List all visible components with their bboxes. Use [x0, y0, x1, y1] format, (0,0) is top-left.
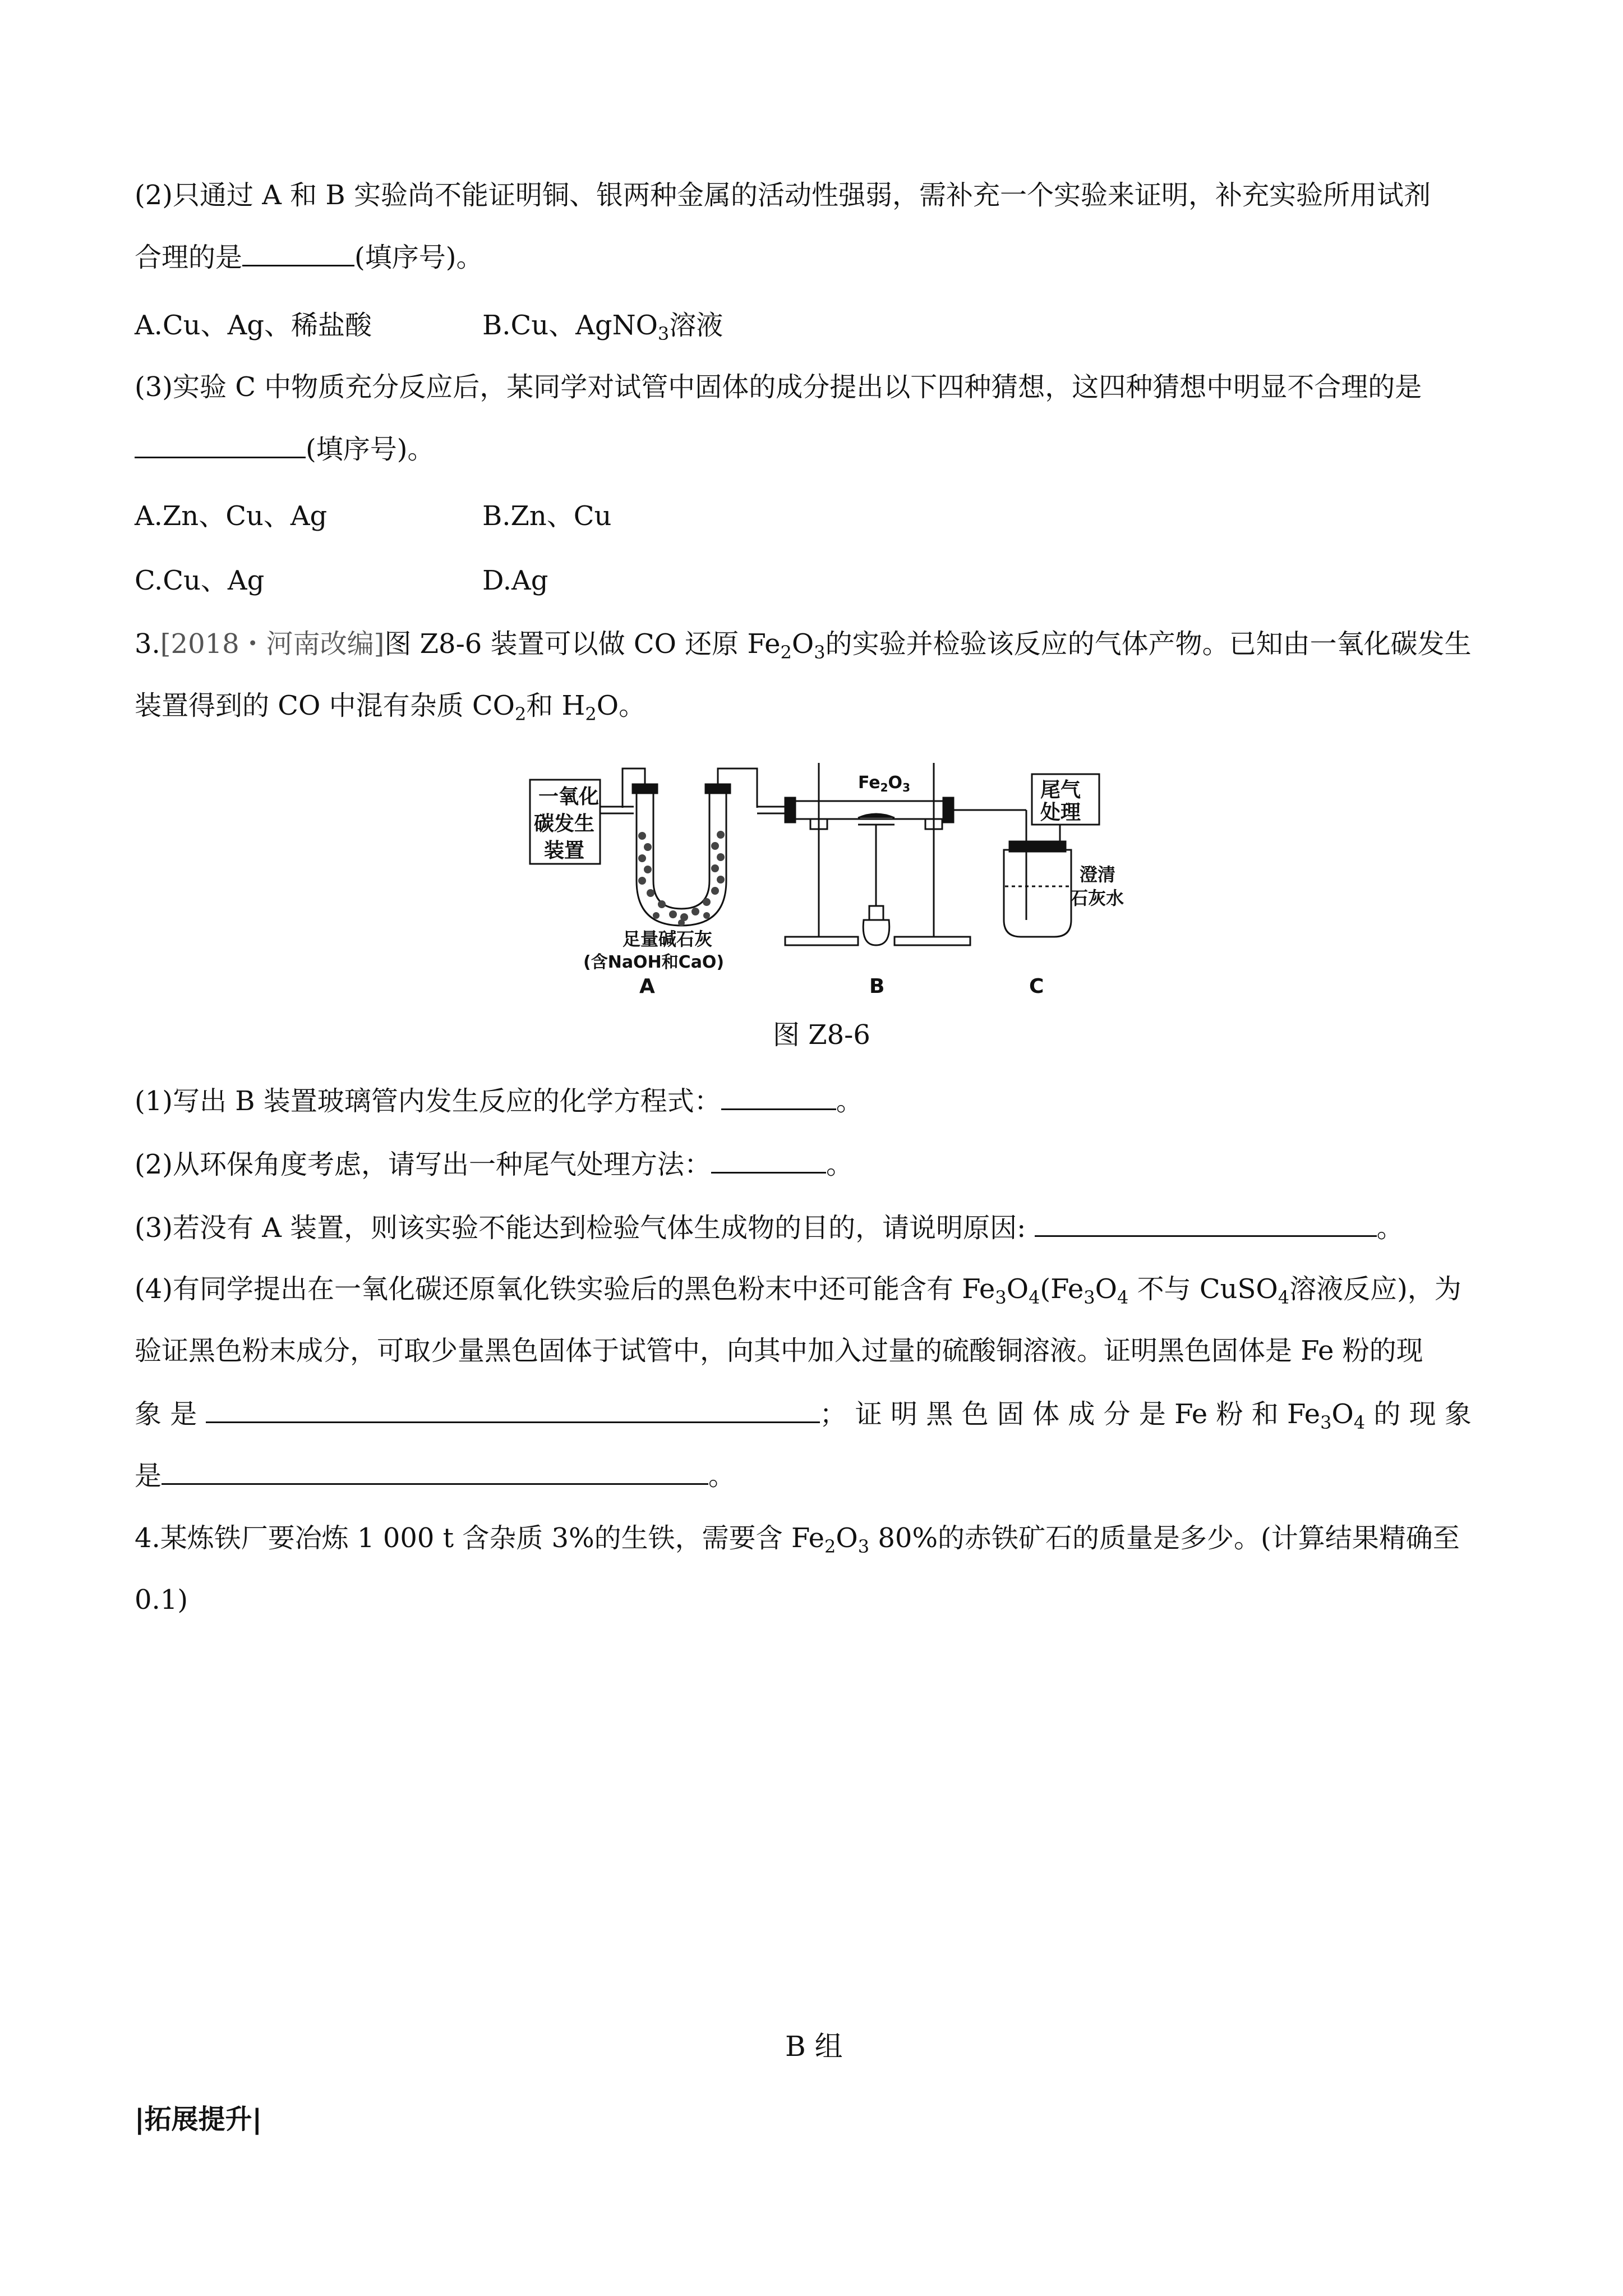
problem3-text-line2: 装置得到的 CO 中混有杂质 $CO_2$和 $H_2O$。	[135, 690, 646, 725]
co-generator-label-3: 装置	[544, 839, 585, 862]
q2-text-line1: (2)只通过 A 和 B 实验尚不能证明铜、银两种金属的活动性强弱，需补充一个实验来证明，补充实验所用试剂	[135, 180, 1431, 211]
alcohol-lamp	[863, 920, 889, 945]
soda-lime-label: 足量碱石灰	[623, 928, 713, 950]
wash-bottle	[1004, 850, 1071, 937]
problem3-source: [2018・河南改编]	[160, 628, 385, 660]
q2-text-line2: 合理的是 (填序号)。	[135, 240, 483, 274]
section-title: |拓展提升|	[135, 2104, 262, 2135]
q3-text-line2: (填序号)。	[135, 432, 434, 466]
u-tube	[637, 791, 726, 926]
problem3-sub3: (3)若没有 A 装置，则该实验不能达到检验气体生成物的目的，请说明原因: 。	[135, 1211, 1404, 1245]
problem3-sub1: (1)写出 B 装置玻璃管内发生反应的化学方程式： 。	[135, 1084, 863, 1118]
q3-text-line1: (3)实验 C 中物质充分反应后，某同学对试管中固体的成分提出以下四种猜想，这四种猜想中明显不合理的是	[135, 371, 1422, 403]
q3-option-d: D.Ag	[482, 565, 548, 596]
sub4-fe-answer-blank[interactable]	[206, 1397, 820, 1423]
q3-answer-blank[interactable]	[135, 432, 306, 458]
problem3-text-line1: 3.[2018・河南改编]图 Z8-6 装置可以做 CO 还原 $Fe_2O_3$的实验并检验该反应的气体产物。已知由一氧化碳发生	[135, 628, 1472, 663]
tail-gas-label-2: 处理	[1040, 801, 1081, 824]
fe2o3-label: $Fe_2O_3$	[858, 773, 910, 794]
soda-lime-granules	[638, 831, 725, 926]
q3-option-b: B.Zn、Cu	[482, 500, 612, 532]
figure-caption: 图 Z8-6	[773, 1019, 870, 1051]
apparatus-label-c: C	[1029, 975, 1044, 998]
q3-options-row1	[135, 499, 611, 533]
q2-answer-blank[interactable]	[242, 240, 354, 266]
apparatus-label-b: B	[869, 975, 885, 998]
apparatus-label-a: A	[639, 975, 655, 998]
q3-option-a: A.Zn、Cu、Ag	[135, 500, 328, 532]
problem3-sub4-line3: 象 是 ； 证 明 黑 色 固 体 成 分 是 Fe 粉 和 $Fe_3O_4$ 的 现 象	[135, 1397, 1472, 1431]
problem3-sub4-line1: (4)有同学提出在一氧化碳还原氧化铁实验后的黑色粉末中还可能含有 $Fe_3O_4(Fe_3O_4$ 不与 CuSO$_4$溶液反应)，为	[135, 1273, 1461, 1308]
apparatus-diagram	[522, 752, 1124, 999]
q2-options	[135, 309, 723, 342]
co-generator-label-2: 碳发生	[534, 812, 595, 835]
problem4-line1: 4.某炼铁厂要冶炼 1 000 t 含杂质 3%的生铁，需要含 $Fe_2O_3$ 80%的赤铁矿石的质量是多少。(计算结果精确至	[135, 1522, 1460, 1557]
q3-options-row2	[135, 564, 548, 597]
problem3-sub4-line2: 验证黑色粉末成分，可取少量黑色固体于试管中，向其中加入过量的硫酸铜溶液。证明黑色固体是 Fe 粉的现	[135, 1335, 1423, 1366]
tail-gas-label-1: 尾气	[1040, 779, 1081, 802]
group-b-title: B 组	[785, 2030, 843, 2063]
sub3-answer-blank[interactable]	[1035, 1211, 1377, 1237]
sub4-fe-fe3o4-answer-blank[interactable]	[162, 1458, 708, 1485]
q3-option-c: C.Cu、Ag	[135, 565, 265, 596]
problem3-sub2: (2)从环保角度考虑，请写出一种尾气处理方法： 。	[135, 1147, 853, 1181]
sub2-answer-blank[interactable]	[711, 1147, 826, 1174]
co-generator-label-1: 一氧化	[538, 785, 600, 808]
sub1-answer-blank[interactable]	[721, 1084, 836, 1110]
soda-lime-content-label: (含NaOH和CaO)	[583, 953, 725, 972]
q2-option-a: A.Cu、Ag、稀盐酸	[135, 310, 372, 341]
lime-water-label-1: 澄清	[1080, 864, 1116, 885]
lime-water-label-2: 石灰水	[1070, 887, 1124, 909]
problem3-sub4-line4: 是 。	[135, 1458, 735, 1493]
q2-option-b: B.Cu、AgNO$_3$溶液	[482, 310, 723, 344]
problem4-line2: 0.1)	[135, 1584, 188, 1616]
